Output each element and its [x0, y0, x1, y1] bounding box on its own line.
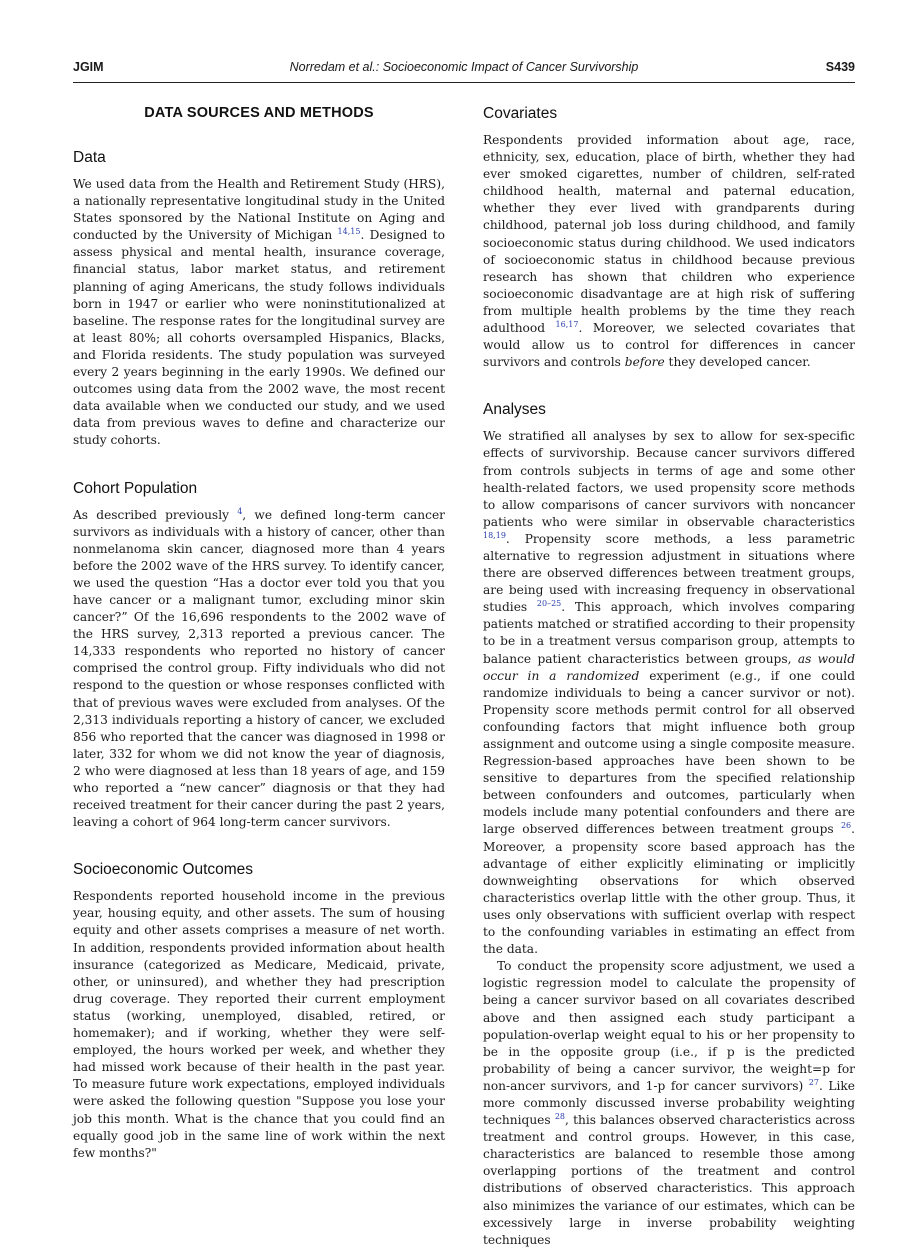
paragraph-analyses-1 [483, 428, 855, 958]
running-header [73, 60, 855, 80]
citation-link[interactable]: 4 [237, 506, 243, 516]
heading-cohort-population: Cohort Population [73, 479, 198, 497]
heading-analyses: Analyses [483, 401, 546, 419]
citation-link[interactable]: 14,15 [337, 227, 361, 237]
citation-link[interactable]: 28 [554, 1112, 566, 1122]
text-run: . This approach, which involves comparing patients matched or stratified according to their propensity to be in a treatment versus comparison group, attempts to balance patient characteristics between groups, [483, 600, 855, 666]
citation-link[interactable]: 18,19 [483, 530, 506, 540]
text-run: they developed cancer. [664, 355, 811, 370]
text-run: . Designed to assess physical and mental health, insurance coverage, financial status, labor market status, and retirement planning of aging Americans, the study follows individuals born in 1947 or earlier who were noninstitutionalized at baseline. The response rates for the longitudinal survey are at least 80%; all cohorts oversampled Hispanics, Blacks, and Florida residents. The study population was surveyed every 2 years beginning in the early 1990s. We defined our outcomes using data from the 2002 wave, the most recent data available when we conducted our study, and we used data from previous waves to define and characterize our study cohorts. [73, 228, 445, 448]
citation-link[interactable]: 26 [840, 821, 852, 831]
heading-covariates: Covariates [483, 105, 558, 122]
section-title: DATA SOURCES AND METHODS [144, 105, 374, 121]
text-run: , we defined long-term cancer survivors as individuals with a history of cancer, other than nonmelanoma skin cancer, diagnosed more than 4 years before the 2002 wave of the HRS survey. To identify cancer, we used the question “Has a doctor ever told you that you have cancer or a malignant tumor, excluding minor skin cancer?” Of the 16,696 respondents to the 2002 wave of the HRS survey, 2,313 reported a previous cancer. The 14,333 respondents who reported no history of cancer comprised the control group. Fifty individuals who did not respond to the question or whose responses conflicted with that of previous waves were excluded from analyses. Of the 2,313 individuals reporting a history of cancer, we excluded 856 who reported that the cancer was diagnosed in 1998 or later, 332 for whom we did not know the year of diagnosis, 2 who were diagnosed at less than 18 years of age, and 159 who reported a “new cancer” diagnosis or that they had received treatment for their cancer during the past 2 years, leaving a cohort of 964 long-term cancer survivors. [73, 507, 445, 830]
text-run: We used data from the Health and Retirement Study (HRS), a nationally representative longitudinal study in the United States sponsored by the National Institute on Aging and conducted by the University of Michigan [73, 177, 445, 243]
paragraph-cohort [73, 507, 445, 832]
citation-link[interactable]: 27 [808, 1077, 819, 1087]
page-number: S439 [825, 60, 855, 74]
running-title: Norredam et al.: Socioeconomic Impact of Cancer Survivorship [289, 60, 639, 74]
paragraph-data [73, 176, 445, 450]
paragraph-covariates [483, 132, 855, 371]
text-run: . Propensity score methods, a less parametric alternative to regression adjustment in situations where there are observed differences between treatment groups, are being used with increasing frequency in observational studies [483, 531, 855, 615]
right-column [483, 100, 855, 1249]
journal-name: JGIM [73, 60, 104, 74]
text-run: . Moreover, we selected covariates that would allow us to control for differences in cancer survivors and controls [483, 321, 855, 370]
emphasis: as would occur in a randomized [483, 651, 856, 683]
heading-socioeconomic-outcomes: Socioeconomic Outcomes [73, 861, 254, 879]
text-run: . Moreover, a propensity score based approach has the advantage of either explicitly eliminating or implicitly downweighting observations for which observed characteristics overlap little with the other group. Thus, it uses only observations with sufficient overlap with respect to the confounding variables in estimating an effect from the data. [483, 822, 855, 957]
text-run: , this balances observed characteristics across treatment and control groups. However, in this case, characteristics are balanced to resemble those among overlapping portions of the treatment and control distributions of observed characteristics. This approach also minimizes the variance of our estimates, which can be excessively large in inverse probability weighting techniques [483, 1113, 856, 1247]
paragraph-socioeconomic: Respondents reported household income in the previous year, housing equity, and other assets. The sum of housing equity and other assets comprises a measure of net worth. In addition, respondents provided information about health insurance (categorized as Medicare, Medicaid, private, other, or uninsured), and whether they had prescription drug coverage. They reported their current employment status (working, unemployed, disabled, retired, or homemaker); and if working, whether they were self-employed, the hours worked per week, and whether they had missed work because of their health in the past year. To measure future work expectations, employed individuals were asked the following question "Suppose you lose your job this month. What is the chance that you could find an equally good job in the same line of work within the next few months?" [73, 889, 445, 1160]
text-run: Respondents provided information about age, race, ethnicity, sex, education, place of birth, whether they had ever smoked cigarettes, number of children, self-rated childhood health, maternal and paternal education, whether they ever lived with grandparents during childhood, paternal job loss during childhood, and family socioeconomic status during childhood. We used indicators of socioeconomic status in childhood because previous research has shown that children who experience socioeconomic disadvantage are at high risk of suffering from multiple health problems by the time they reach adulthood [483, 133, 855, 336]
heading-data: Data [73, 149, 106, 166]
text-run: To conduct the propensity score adjustment, we used a logistic regression model to calculate the propensity of being a cancer survivor based on all covariates described above and then assigned each study participant a population-overlap weight equal to his or her propensity to be in the opposite group (i.e., if p is the predicted probability of being a cancer survivor, the weight=p for non-ancer survivors, and 1-p for cancer survivors) [483, 959, 855, 1093]
text-run: We stratified all analyses by sex to allow for sex-specific effects of survivorship. Because cancer survivors differed from controls subjects in terms of age and some other health-related factors, we used propensity score methods to allow comparisons of cancer survivors with noncancer patients who were similar in observable characteristics [483, 429, 855, 529]
text-run: experiment (e.g., if one could randomize individuals to being a cancer survivor or not). Propensity score methods permit control for all observed confounding factors that might influence both group assignment and outcome using a single composite measure. Regression-based approaches have been shown to be sensitive to departures from the specified relationship between confounders and outcomes, particularly when models include many potential confounders and there are large observed differences between treatment groups [483, 668, 855, 837]
citation-link[interactable]: 16,17 [555, 320, 579, 330]
text-run: . Like more commonly discussed inverse probability weighting techniques [483, 1078, 856, 1128]
header-rule [73, 82, 855, 83]
text-run: As described previously [73, 507, 238, 522]
left-column [73, 100, 445, 1162]
paragraph-analyses-2 [483, 958, 855, 1249]
emphasis: before [624, 355, 665, 370]
citation-link[interactable]: 20–25 [536, 599, 562, 609]
